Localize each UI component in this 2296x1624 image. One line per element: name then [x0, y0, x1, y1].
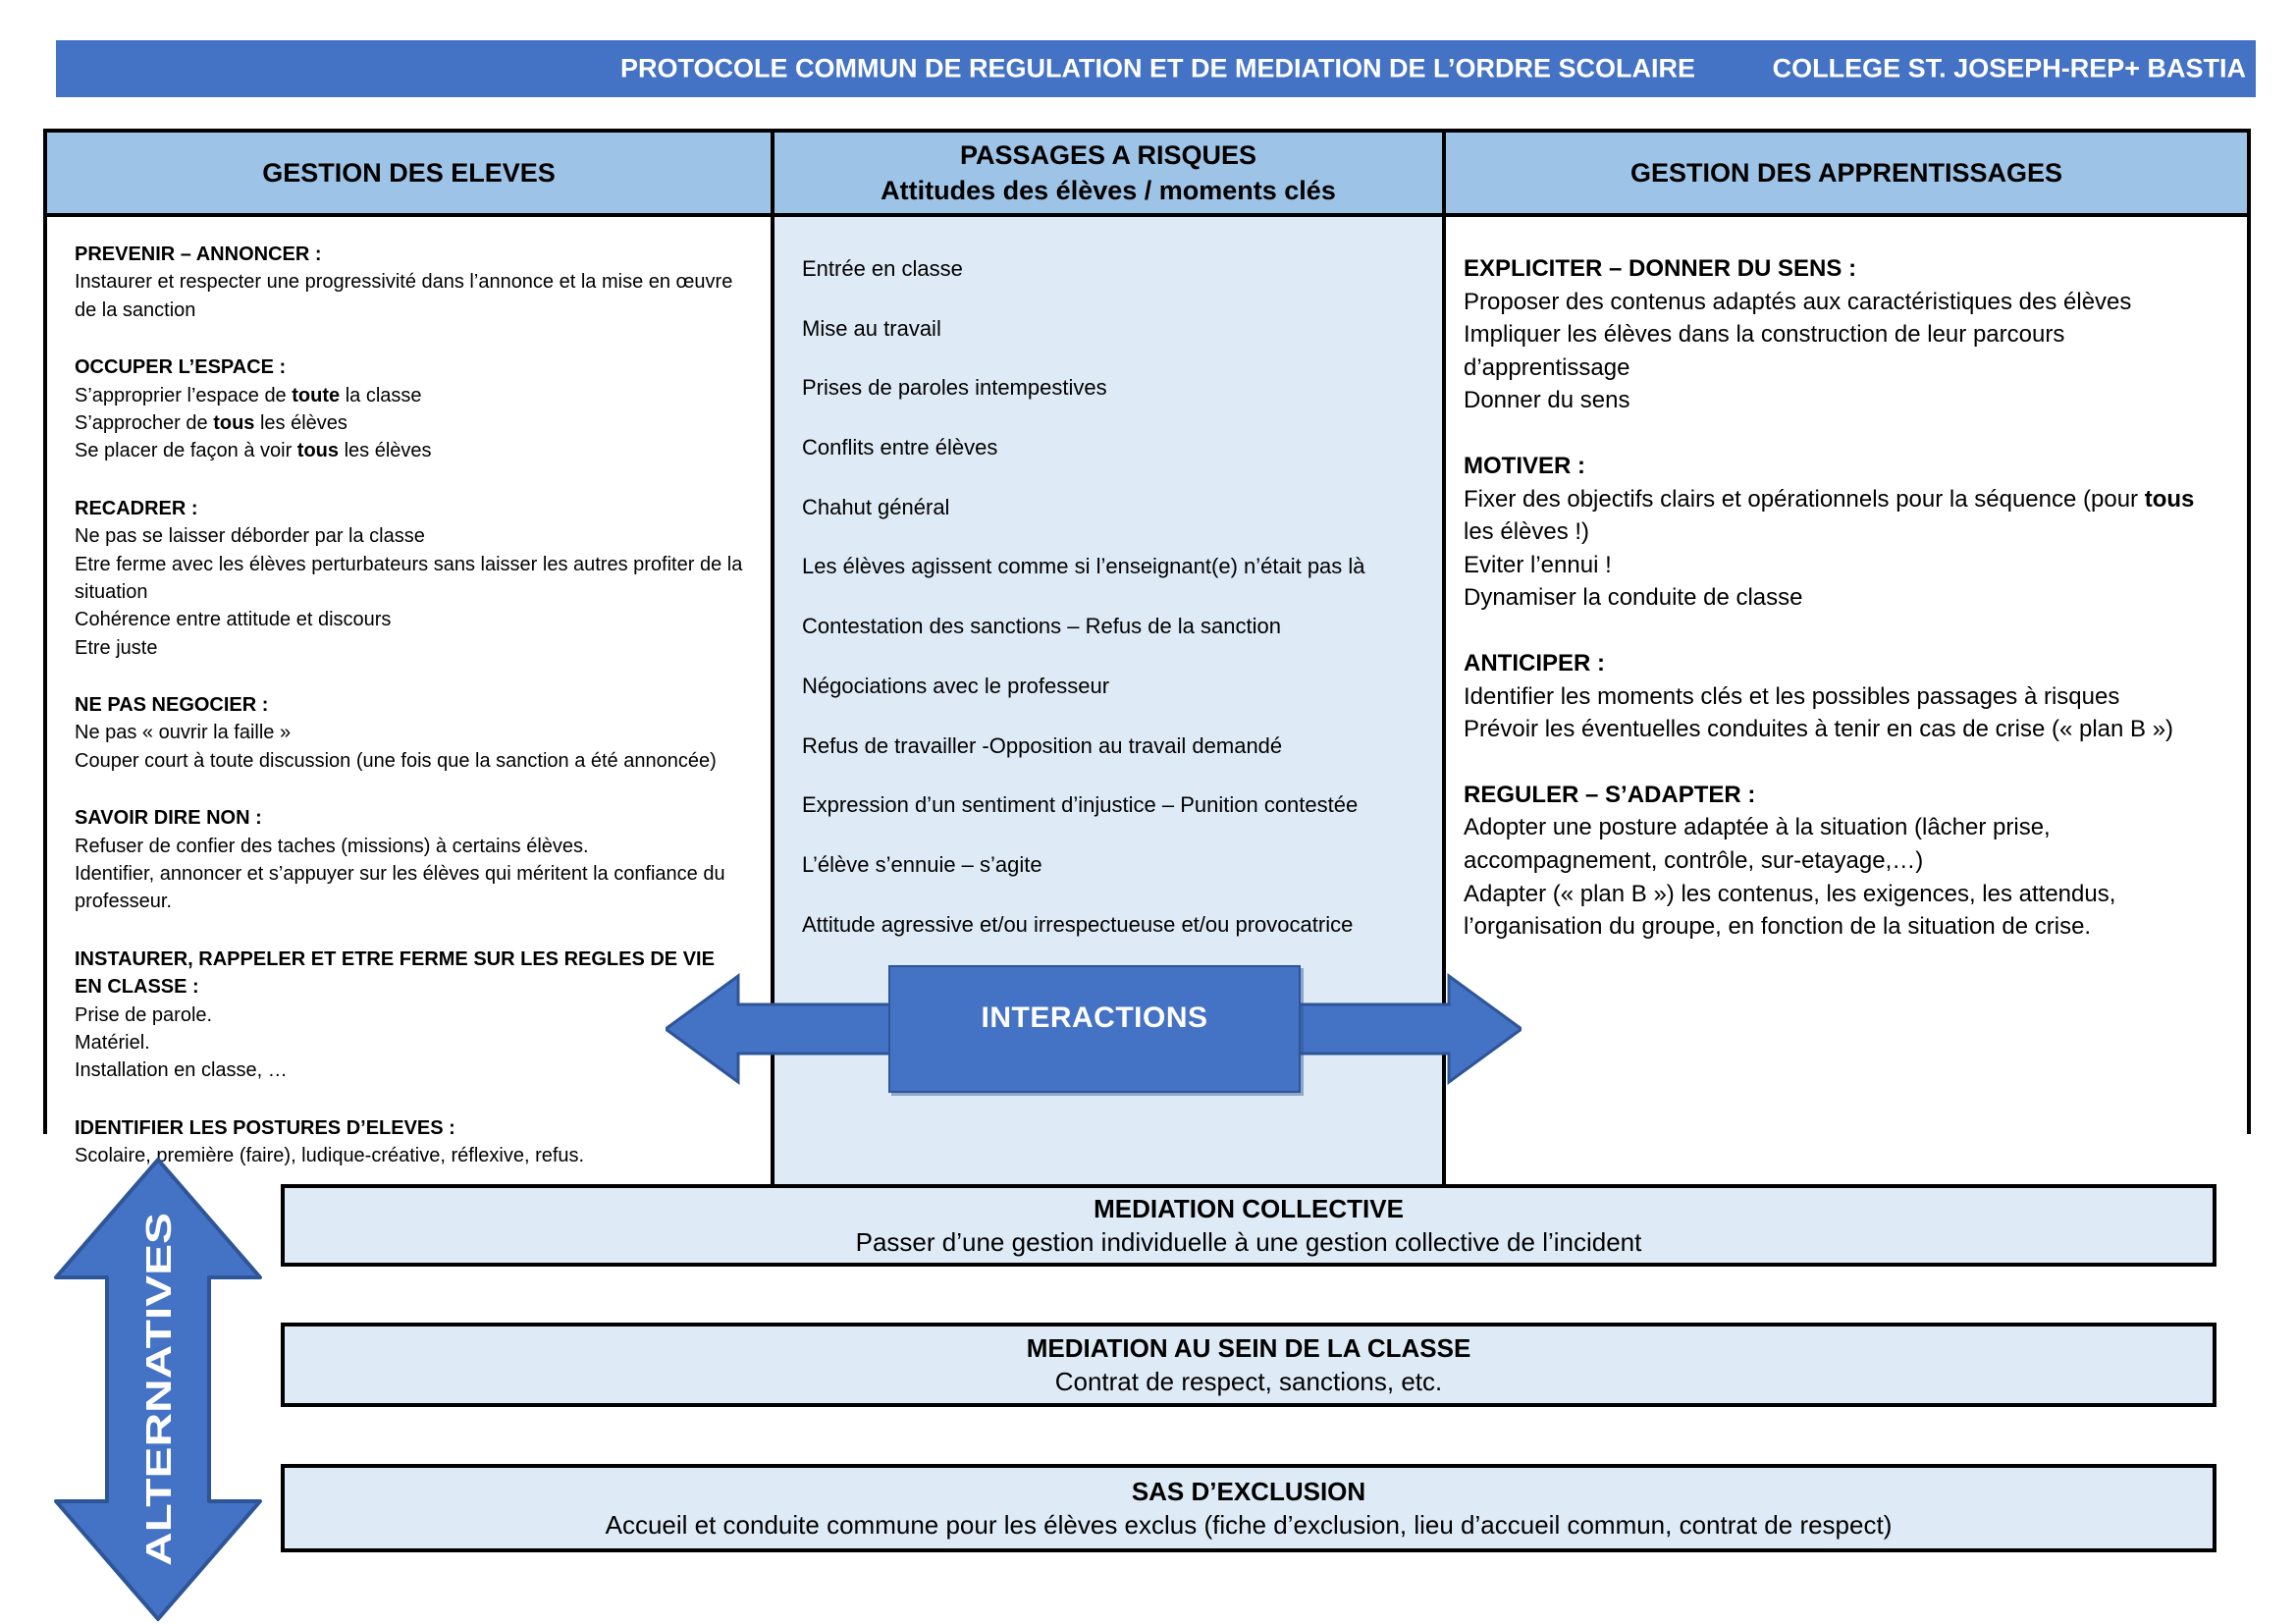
text-section: [1464, 252, 2227, 417]
section-heading: SAVOIR DIRE NON :: [75, 807, 262, 830]
column-header-gestion-des-eleves: GESTION DES ELEVES: [47, 133, 774, 217]
column-body-gestion-des-apprentissages: [1446, 217, 2247, 1200]
section-heading: ANTICIPER :: [1464, 649, 1605, 677]
box-subtitle: Contrat de respect, sanctions, etc.: [1054, 1367, 1443, 1396]
box-subtitle: Accueil et conduite commune pour les élèves exclus (fiche d’exclusion, lieu d’accueil commun, contrat de respect): [605, 1510, 1893, 1540]
section-line: Identifier, annoncer et s’appuyer sur les élèves qui méritent la confiance du professeur.: [75, 863, 725, 913]
risk-item: Attitude agressive et/ou irrespectueuse et/ou provocatrice: [802, 911, 1354, 937]
section-line: Adopter une posture adaptée à la situation (lâcher prise, accompagnement, contrôle, sur-etayage,…): [1464, 814, 2051, 874]
section-line: Cohérence entre attitude et discours: [75, 609, 392, 631]
risk-item: Chahut général: [802, 494, 950, 519]
column-header-line1: PASSAGES A RISQUES: [959, 139, 1257, 170]
box-title: MEDIATION AU SEIN DE LA CLASSE: [1026, 1332, 1471, 1363]
mediation-collective-box: [281, 1184, 2216, 1267]
risk-item: Refus de travailler -Opposition au travail demandé: [802, 732, 1283, 758]
section-line: Prise de parole.: [75, 1003, 213, 1026]
text-section: [1464, 779, 2227, 944]
section-heading: PREVENIR – ANNONCER :: [75, 244, 322, 265]
risk-item: Expression d’un sentiment d’injustice – Punition contestée: [802, 792, 1359, 818]
column-header-passages-a-risques: [774, 133, 1446, 217]
text-section: [75, 946, 747, 1085]
interactions-box: [888, 965, 1301, 1093]
section-line: Identifier les moments clés et les possibles passages à risques: [1464, 682, 2120, 710]
section-line: Impliquer les élèves dans la construction de leur parcours d’apprentissage: [1464, 321, 2065, 381]
column-header-gestion-des-apprentissages: GESTION DES APPRENTISSAGES: [1446, 133, 2247, 217]
section-line: Installation en classe, …: [75, 1059, 288, 1082]
section-line: Etre ferme avec les élèves perturbateurs sans laisser les autres profiter de la situation: [75, 553, 743, 603]
mediation-classe-box: [281, 1323, 2216, 1407]
section-heading: NE PAS NEGOCIER :: [75, 694, 269, 717]
risk-item: Entrée en classe: [802, 256, 963, 281]
section-line: Dynamiser la conduite de classe: [1464, 584, 1803, 612]
alternatives-label: ALTERNATIVES: [138, 1300, 179, 1566]
section-line: Fixer des objectifs clairs et opérationnels pour la séquence (pour tous les élèves !): [1464, 485, 2195, 546]
text-section: [75, 495, 747, 662]
risk-item: Contestation des sanctions – Refus de la sanction: [802, 614, 1281, 639]
text-section: [75, 241, 747, 324]
school-name: COLLEGE ST. JOSEPH-REP+ BASTIA: [1772, 53, 2246, 83]
section-line: Adapter (« plan B ») les contenus, les exigences, les attendus, l’organisation du groupe, en fonction de la situation de crise.: [1464, 880, 2116, 941]
risk-item: L’élève s’ennuie – s’agite: [802, 851, 1042, 877]
text-section: [1464, 647, 2227, 746]
section-line: Proposer des contenus adaptés aux caractéristiques des élèves: [1464, 288, 2132, 315]
section-line: Matériel.: [75, 1031, 150, 1054]
section-line: Etre juste: [75, 636, 158, 659]
text-section: [1464, 450, 2227, 615]
section-heading: EXPLICITER – DONNER DU SENS :: [1464, 255, 1857, 282]
section-heading: IDENTIFIER LES POSTURES D’ELEVES :: [75, 1116, 455, 1139]
risk-item: Les élèves agissent comme si l’enseignant(e) n’était pas là: [802, 554, 1365, 579]
sas-exclusion-box: [281, 1464, 2216, 1552]
section-line: Ne pas « ouvrir la faille »: [75, 722, 292, 744]
section-heading: OCCUPER L’ESPACE :: [75, 356, 287, 379]
section-line: S’approcher de tous les élèves: [75, 411, 347, 434]
top-banner: [56, 40, 2256, 97]
risk-item: Négociations avec le professeur: [802, 673, 1110, 698]
box-subtitle: Passer d’une gestion individuelle à une gestion collective de l’incident: [855, 1227, 1642, 1257]
alternatives-double-arrow: [53, 1157, 263, 1622]
section-line: Scolaire, première (faire), ludique-créative, réflexive, refus.: [75, 1145, 585, 1167]
box-title: MEDIATION COLLECTIVE: [1094, 1193, 1404, 1223]
section-heading: RECADRER :: [75, 497, 198, 519]
section-line: Se placer de façon à voir tous les élèves: [75, 440, 432, 462]
document-title: PROTOCOLE COMMUN DE REGULATION ET DE MEDIATION DE L’ORDRE SCOLAIRE: [620, 53, 1696, 83]
box-title: SAS D’EXCLUSION: [1131, 1476, 1366, 1506]
risk-item: Prises de paroles intempestives: [802, 375, 1107, 401]
section-line: Donner du sens: [1464, 387, 1630, 414]
section-line: Couper court à toute discussion (une fois que la sanction a été annoncée): [75, 749, 717, 772]
interactions-label: INTERACTIONS: [981, 1001, 1208, 1034]
section-heading: REGULER – S’ADAPTER :: [1464, 781, 1756, 808]
text-section: [75, 353, 747, 465]
section-line: S’approprier l’espace de toute la classe: [75, 384, 422, 406]
section-line: Ne pas se laisser déborder par la classe: [75, 525, 425, 548]
section-line: Instaurer et respecter une progressivité dans l’annonce et la mise en œuvre de la sanction: [75, 271, 733, 321]
risk-item: Conflits entre élèves: [802, 435, 998, 460]
section-line: Prévoir les éventuelles conduites à tenir en cas de crise (« plan B »): [1464, 716, 2174, 743]
section-heading: INSTAURER, RAPPELER ET ETRE FERME SUR LES REGLES DE VIE EN CLASSE :: [75, 947, 715, 999]
risk-item: Mise au travail: [802, 315, 941, 341]
section-line: Refuser de confier des taches (missions) à certains élèves.: [75, 835, 589, 857]
section-line: Eviter l’ennui !: [1464, 551, 1612, 578]
column-header-line2: Attitudes des élèves / moments clés: [881, 176, 1336, 205]
section-heading: MOTIVER :: [1464, 452, 1585, 479]
text-section: [75, 691, 747, 775]
text-section: [75, 804, 747, 916]
